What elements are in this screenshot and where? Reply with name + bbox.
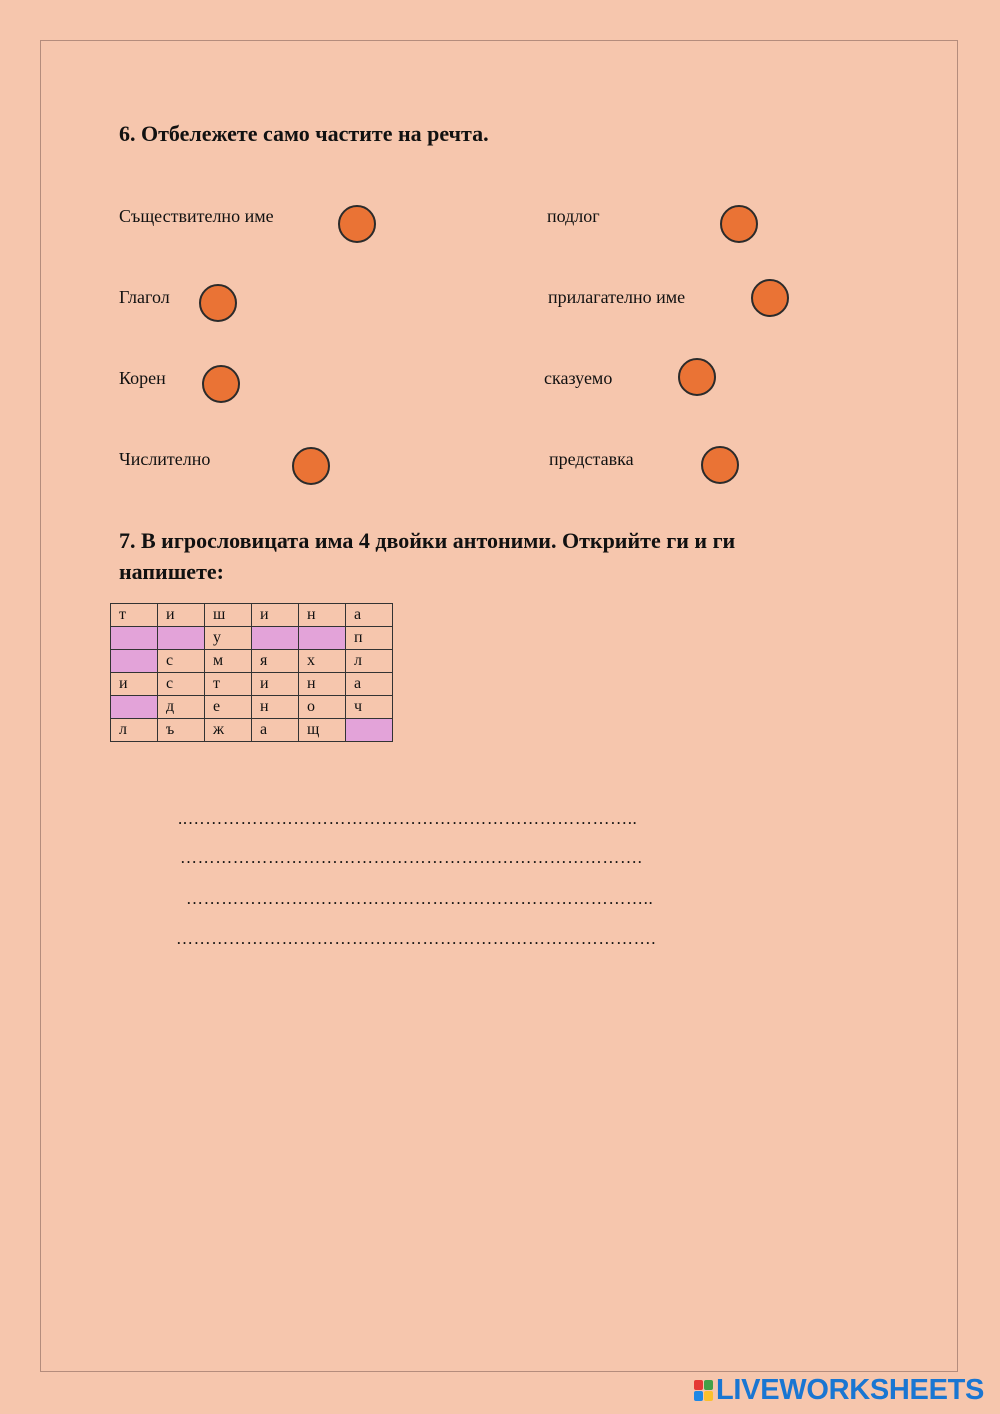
grid-row	[111, 696, 393, 719]
grid-cell[interactable]: и	[252, 673, 299, 696]
option-label-root: Корен	[119, 368, 166, 388]
grid-cell[interactable]: п	[346, 627, 393, 650]
option-marker-verb[interactable]	[199, 284, 237, 322]
answer-line-1[interactable]: ..…………………………………………………………………..	[178, 809, 638, 828]
option-label-noun: Съществително име	[119, 206, 274, 226]
grid-cell[interactable]: л	[111, 719, 158, 742]
grid-cell[interactable]: м	[205, 650, 252, 673]
grid-cell[interactable]: с	[158, 650, 205, 673]
grid-cell[interactable]: т	[111, 604, 158, 627]
grid-cell-highlighted[interactable]	[346, 719, 393, 742]
option-marker-prefix[interactable]	[701, 446, 739, 484]
answer-line-2[interactable]: …………………………………………………………………….	[180, 848, 643, 867]
option-label-numeral: Числително	[119, 449, 211, 469]
exercise-7-title-line-2: напишете:	[119, 559, 224, 584]
grid-row	[111, 627, 393, 650]
liveworksheets-brand-text: LIVEWORKSHEETS	[716, 1373, 985, 1406]
answer-line-4[interactable]: ……………………………………………………………………….	[176, 929, 657, 948]
grid-cell-highlighted[interactable]	[111, 696, 158, 719]
exercise-6-title: 6. Отбележете само частите на речта.	[119, 121, 489, 146]
grid-cell[interactable]: с	[158, 673, 205, 696]
grid-cell[interactable]: н	[299, 604, 346, 627]
option-marker-adjective[interactable]	[751, 279, 789, 317]
grid-cell[interactable]: д	[158, 696, 205, 719]
grid-cell[interactable]: и	[111, 673, 158, 696]
answer-line-3[interactable]: ……………………………………………………………………..	[186, 889, 654, 908]
grid-cell[interactable]: х	[299, 650, 346, 673]
grid-cell[interactable]: а	[346, 604, 393, 627]
grid-cell-highlighted[interactable]	[252, 627, 299, 650]
grid-row	[111, 719, 393, 742]
grid-cell[interactable]: л	[346, 650, 393, 673]
word-search-grid	[110, 603, 393, 742]
grid-cell[interactable]: я	[252, 650, 299, 673]
liveworksheets-logo	[694, 1374, 984, 1406]
grid-cell[interactable]: е	[205, 696, 252, 719]
grid-cell-highlighted[interactable]	[299, 627, 346, 650]
grid-cell-highlighted[interactable]	[111, 650, 158, 673]
option-marker-root[interactable]	[202, 365, 240, 403]
grid-cell[interactable]: а	[346, 673, 393, 696]
option-label-verb: Глагол	[119, 287, 170, 307]
grid-cell[interactable]: и	[252, 604, 299, 627]
grid-cell[interactable]: н	[299, 673, 346, 696]
option-label-subject: подлог	[547, 206, 600, 226]
grid-cell-highlighted[interactable]	[158, 627, 205, 650]
grid-row	[111, 604, 393, 627]
grid-cell[interactable]: т	[205, 673, 252, 696]
grid-cell[interactable]: ш	[205, 604, 252, 627]
option-label-adjective: прилагателно име	[548, 287, 686, 307]
option-label-prefix: представка	[549, 449, 634, 469]
grid-row	[111, 650, 393, 673]
grid-cell[interactable]: у	[205, 627, 252, 650]
exercise-7-title	[119, 525, 735, 587]
option-marker-predicate[interactable]	[678, 358, 716, 396]
grid-cell-highlighted[interactable]	[111, 627, 158, 650]
option-marker-numeral[interactable]	[292, 447, 330, 485]
option-marker-subject[interactable]	[720, 205, 758, 243]
liveworksheets-logo-icon	[694, 1380, 713, 1401]
grid-cell[interactable]: а	[252, 719, 299, 742]
grid-cell[interactable]: ж	[205, 719, 252, 742]
grid-cell[interactable]: о	[299, 696, 346, 719]
grid-cell[interactable]: ч	[346, 696, 393, 719]
grid-row	[111, 673, 393, 696]
exercise-7-title-line-1: 7. В игрословицата има 4 двойки антоними. Открийте ги и ги	[119, 528, 736, 553]
grid-cell[interactable]: н	[252, 696, 299, 719]
option-marker-noun[interactable]	[338, 205, 376, 243]
grid-cell[interactable]: щ	[299, 719, 346, 742]
grid-cell[interactable]: и	[158, 604, 205, 627]
option-label-predicate: сказуемо	[544, 368, 613, 388]
grid-cell[interactable]: ъ	[158, 719, 205, 742]
